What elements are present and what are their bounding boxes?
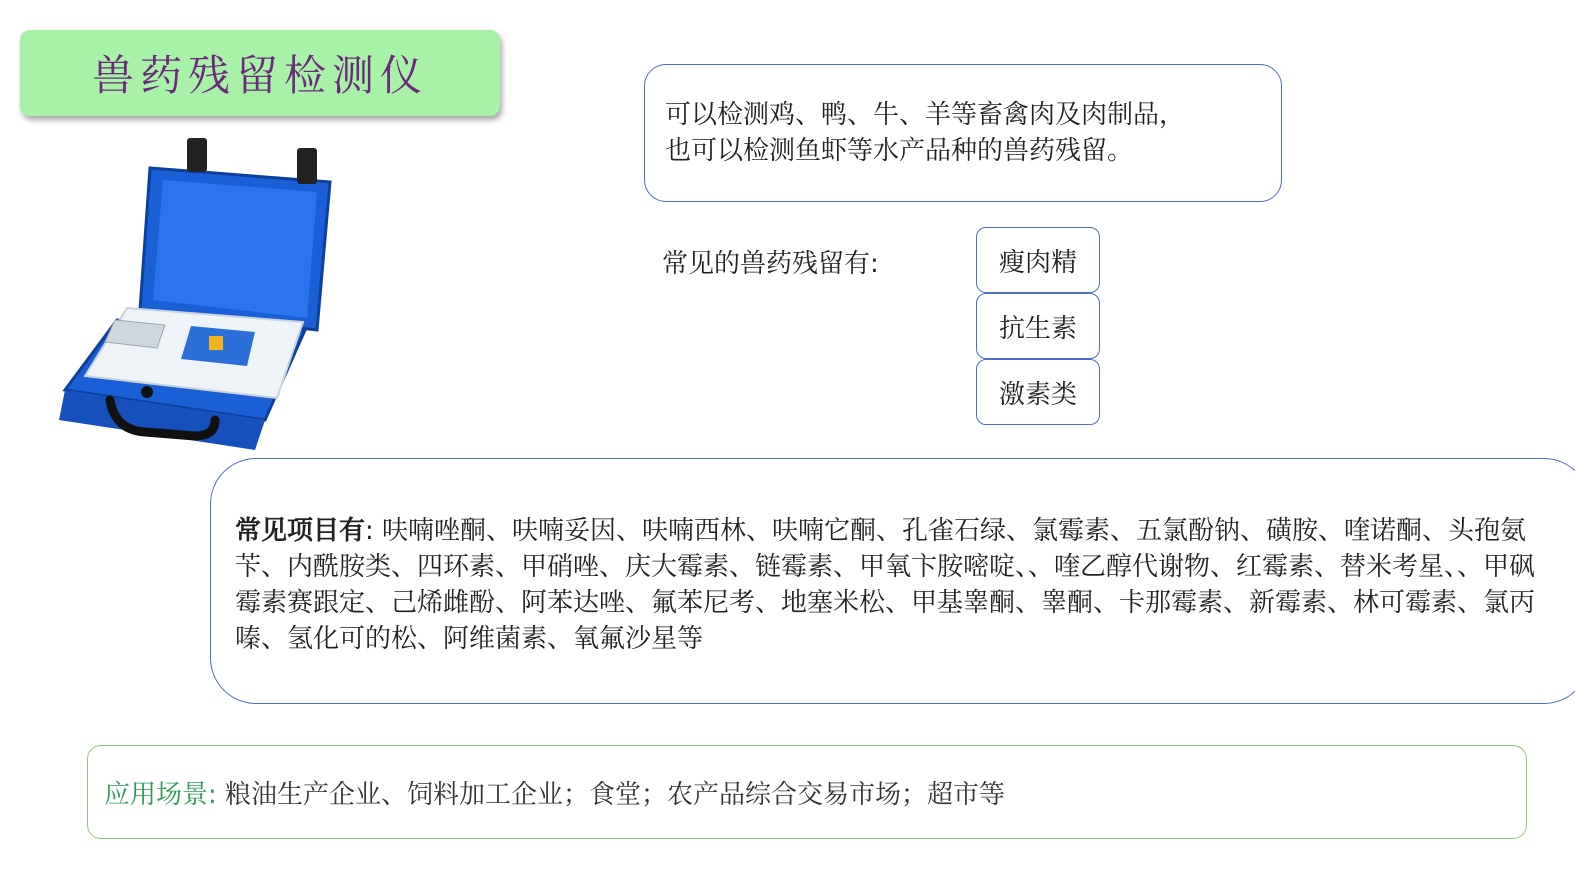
residue-tag-clenbuterol: 瘦肉精 <box>976 227 1100 293</box>
application-label: 应用场景: <box>104 780 217 810</box>
residue-tag-hormones: 激素类 <box>976 359 1100 425</box>
application-text: 粮油生产企业、饲料加工企业；食堂；农产品综合交易市场；超市等 <box>225 780 1006 810</box>
common-items-box <box>210 458 1575 704</box>
common-items-text: 呋喃唑酮、呋喃妥因、呋喃西林、呋喃它酮、孔雀石绿、氯霉素、五氯酚钠、磺胺、喹诺酮、头孢氨苄、内酰胺类、四环素、甲硝唑、庆大霉素、链霉素、甲氧卞胺嘧啶、、喹乙醇代谢物、红霉素、替米考星、、甲砜霉素赛跟定、己烯雌酚、阿苯达唑、氟苯尼考、地塞米松、甲基睾酮、睾酮、卡那霉素、新霉素、林可霉素、氯丙嗪、氢化可的松、阿维菌素、氧氟沙星等 <box>235 516 1536 654</box>
description-line-2: 也可以检测鱼虾等水产品种的兽药残留。 <box>665 136 1134 166</box>
page-title: 兽药残留检测仪 <box>91 51 428 100</box>
title-banner <box>20 30 500 116</box>
application-box <box>87 745 1527 839</box>
description-line-1: 可以检测鸡、鸭、牛、羊等畜禽肉及肉制品， <box>665 100 1186 130</box>
detector-device-image <box>55 130 345 450</box>
residue-tag-antibiotics: 抗生素 <box>976 293 1100 359</box>
common-items-separator: : <box>365 516 374 546</box>
common-residues-label: 常见的兽药残留有: <box>662 249 879 279</box>
description-box <box>644 64 1282 202</box>
common-items-label: 常见项目有 <box>235 516 366 546</box>
